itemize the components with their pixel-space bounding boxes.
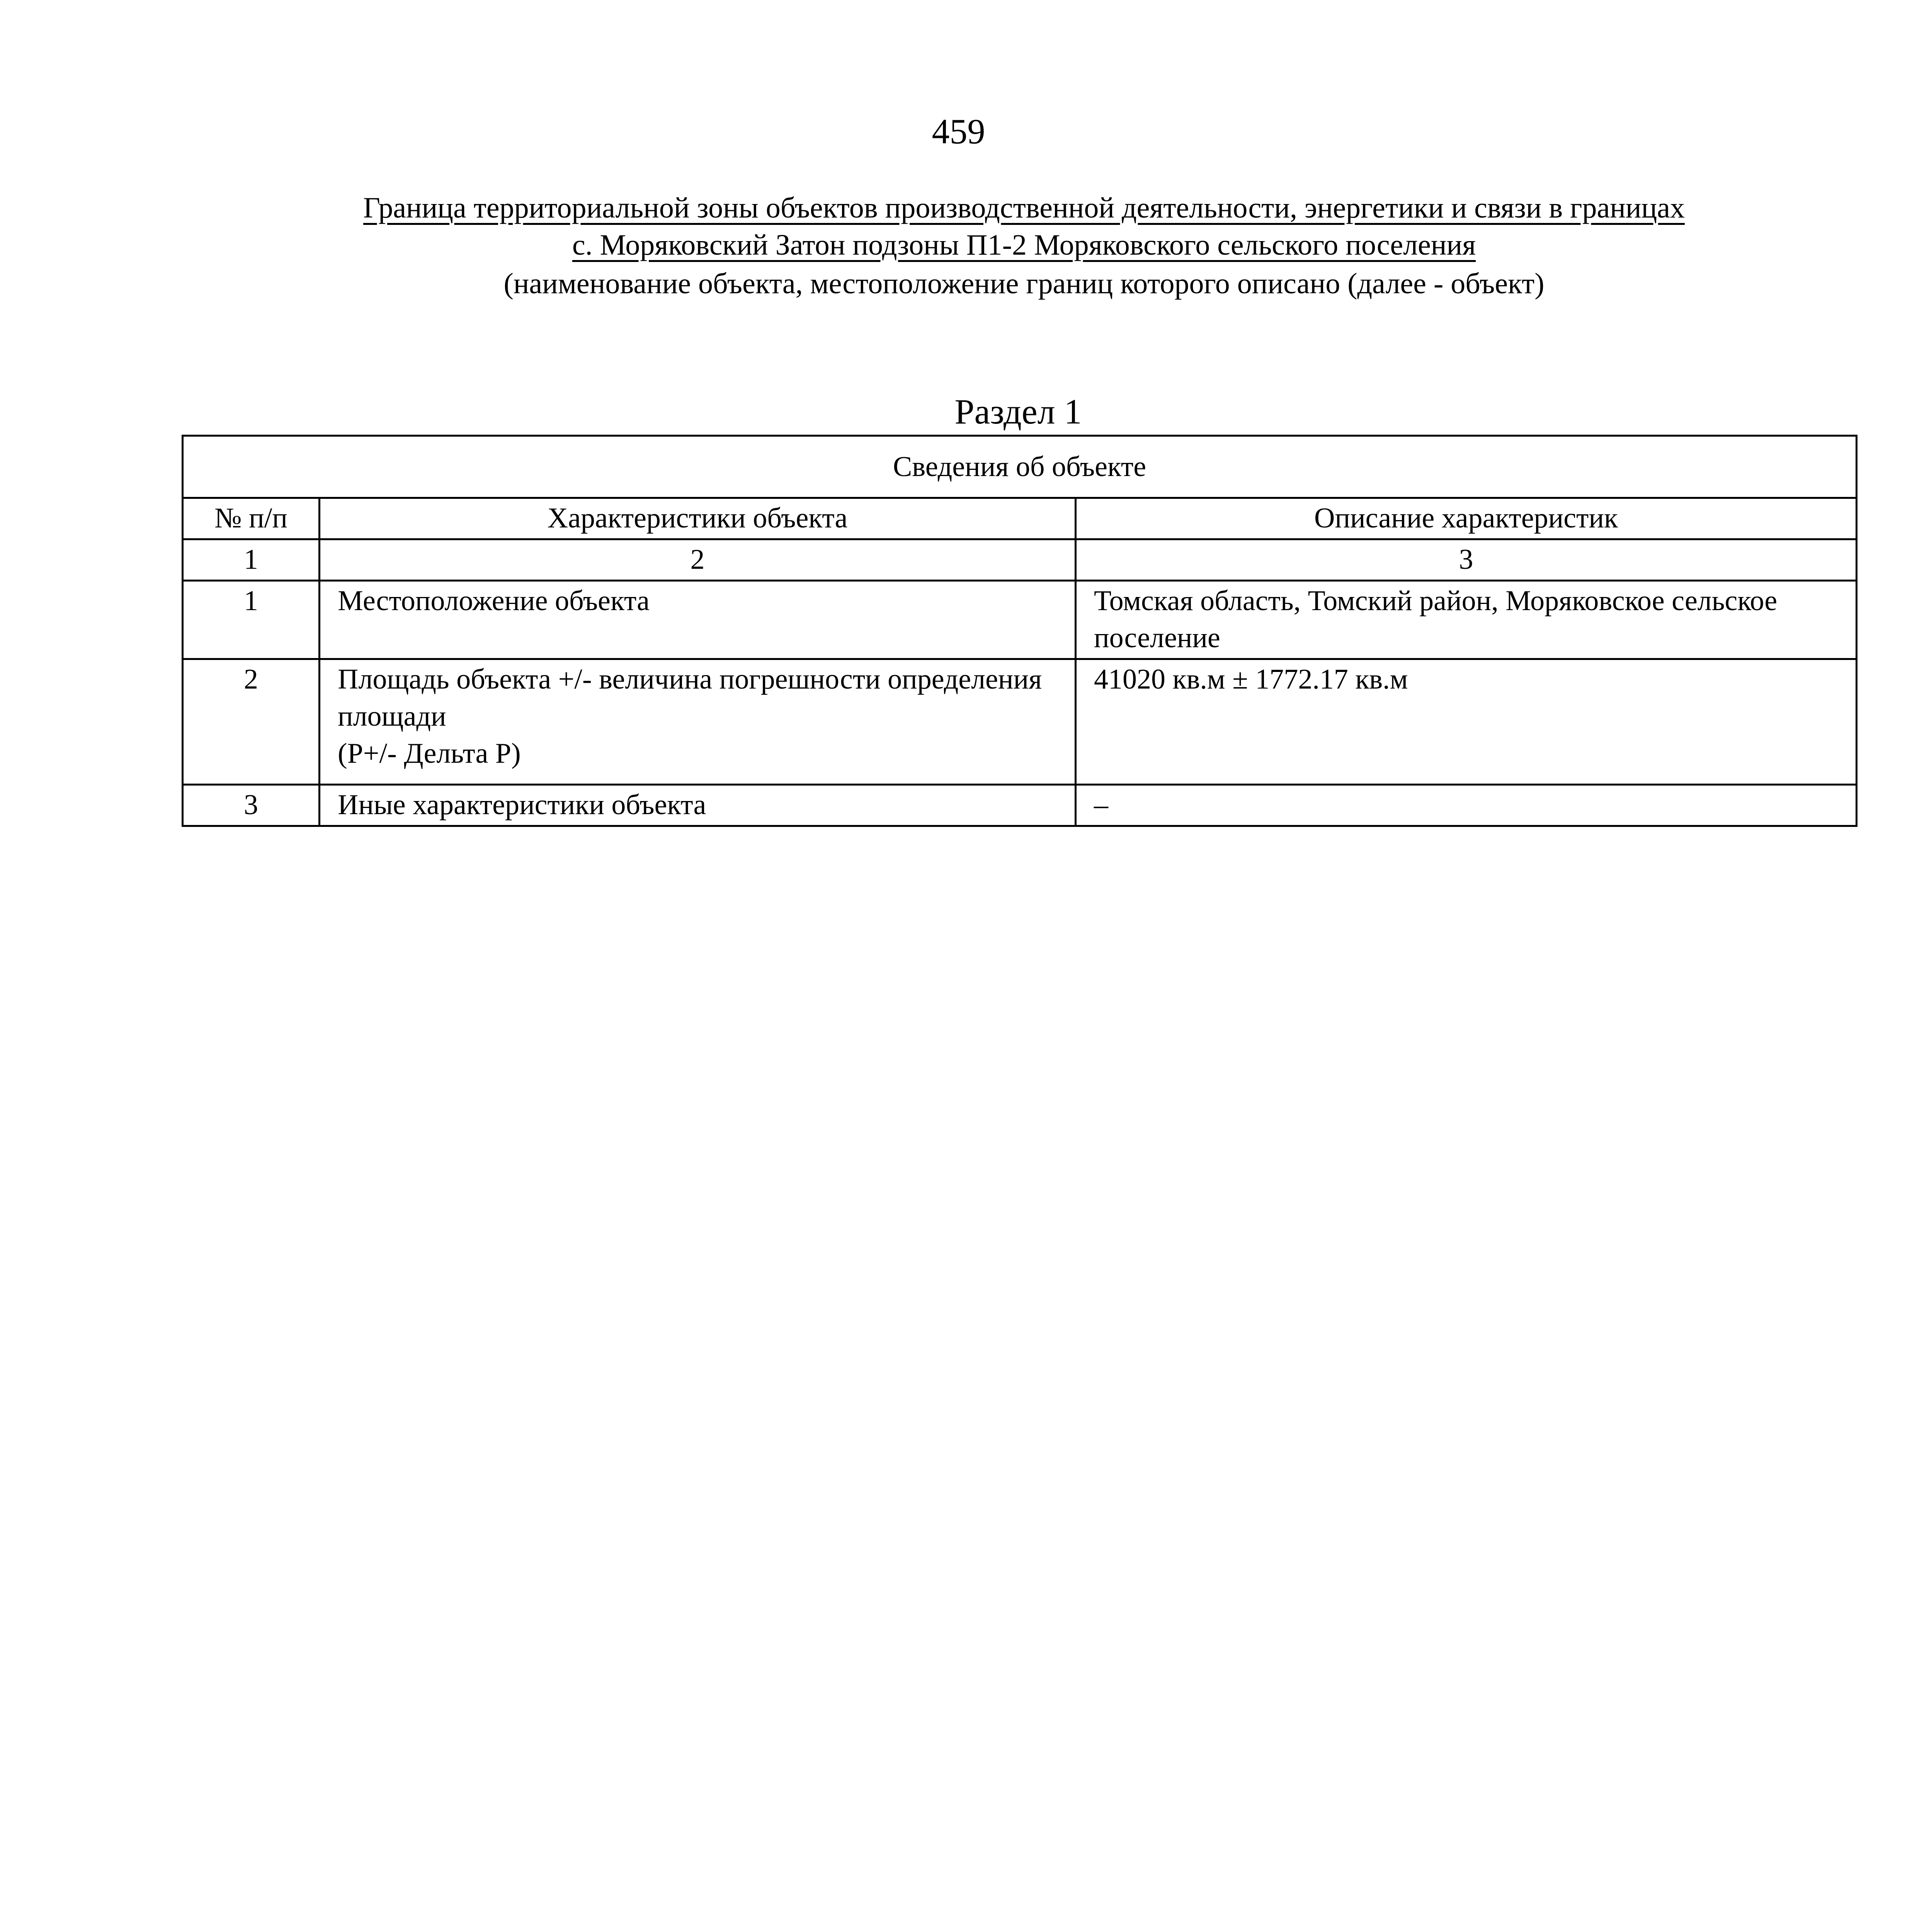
header-description: Описание характеристик bbox=[1076, 498, 1857, 539]
table-caption-row bbox=[183, 436, 1857, 498]
header-number: № п/п bbox=[183, 498, 320, 539]
row-description: 41020 кв.м ± 1772.17 кв.м bbox=[1076, 659, 1857, 785]
table-caption: Сведения об объекте bbox=[183, 436, 1857, 498]
object-info-table bbox=[182, 435, 1857, 827]
table-numbering-row bbox=[183, 539, 1857, 581]
numbering-cell: 3 bbox=[1076, 539, 1857, 581]
header-characteristic: Характеристики объекта bbox=[320, 498, 1076, 539]
numbering-cell: 2 bbox=[320, 539, 1076, 581]
table-row bbox=[183, 785, 1857, 826]
row-description: Томская область, Томский район, Моряковское сельское поселение bbox=[1076, 581, 1857, 659]
table-header-row bbox=[183, 498, 1857, 539]
row-characteristic: Местоположение объекта bbox=[320, 581, 1076, 659]
table-row bbox=[183, 659, 1857, 785]
row-number: 3 bbox=[183, 785, 320, 826]
row-characteristic: Иные характеристики объекта bbox=[320, 785, 1076, 826]
object-title bbox=[182, 189, 1866, 302]
page-number: 459 bbox=[932, 112, 985, 151]
row-number: 2 bbox=[183, 659, 320, 785]
row-description: – bbox=[1076, 785, 1857, 826]
numbering-cell: 1 bbox=[183, 539, 320, 581]
section-heading: Раздел 1 bbox=[954, 392, 1082, 431]
row-characteristic: Площадь объекта +/- величина погрешности определения площади (Р+/- Дельта Р) bbox=[320, 659, 1076, 785]
table-row bbox=[183, 581, 1857, 659]
title-line-2: с. Моряковский Затон подзоны П1-2 Моряковского сельского поселения bbox=[572, 229, 1476, 261]
row-number: 1 bbox=[183, 581, 320, 659]
title-subtitle: (наименование объекта, местоположение границ которого описано (далее - объект) bbox=[503, 267, 1544, 300]
title-line-1: Граница территориальной зоны объектов производственной деятельности, энергетики и связи в границах bbox=[363, 192, 1685, 224]
